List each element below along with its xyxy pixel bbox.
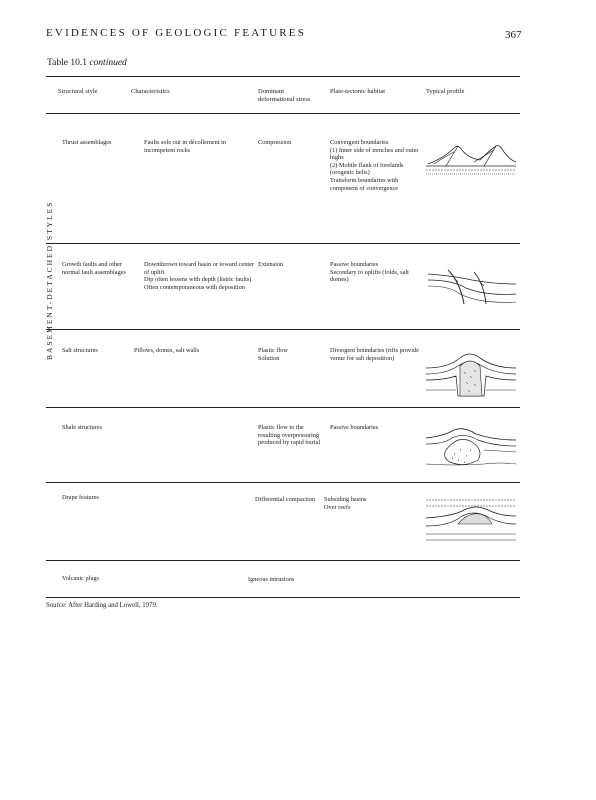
row-3-characteristics: Pillows, domes, salt walls — [134, 347, 200, 354]
thrust-profile-icon — [424, 132, 518, 178]
row-1-characteristics: Faults sole out in décollement in incompetent rocks — [144, 139, 227, 154]
row-divider — [46, 560, 520, 561]
side-label — [45, 200, 57, 360]
row-6-stress: Igneous intrusions — [248, 576, 295, 583]
row-1-habitat: Convergent boundaries (1) Inner side of trenches and outer highs (2) Mobile flank of forelands (orogenic belts) Transform boundaries with component of convergence — [330, 139, 419, 192]
row-divider — [46, 407, 520, 408]
salt-structure-profile-icon — [424, 346, 518, 400]
row-2-habitat: Passive boundaries Secondary to uplifts (folds, salt domes) — [330, 261, 409, 284]
table-title-continued: continued — [89, 58, 127, 68]
row-5-style: Drape features — [62, 494, 99, 501]
row-5-stress: Differential compaction — [255, 496, 316, 503]
table-title-number: Table 10.1 — [47, 58, 87, 68]
row-4-stress: Plastic flow to the resulting overpressuring produced by rapid burial — [258, 424, 321, 447]
table-bottom-rule — [46, 597, 520, 598]
shale-structure-profile-icon — [424, 420, 518, 472]
row-3-stress: Plastic flow Solution — [258, 347, 288, 362]
row-divider — [46, 329, 520, 330]
row-3-style: Salt structures — [62, 347, 98, 354]
running-head: EVIDENCES OF GEOLOGIC FEATURES — [46, 27, 307, 39]
header-plate-tectonic-habitat: Plate-tectonic habitat — [330, 88, 386, 95]
row-4-style: Shale structures — [62, 424, 103, 431]
header-typical-profile: Typical profile — [426, 88, 465, 95]
page-number: 367 — [505, 29, 522, 41]
drape-profile-icon — [424, 494, 518, 546]
row-3-habitat: Divergent boundaries (rifts provide venue for salt deposition) — [330, 347, 419, 362]
side-label-text: BASEMENT-DETACHED STYLES — [45, 200, 54, 360]
header-structural-style: Structural style — [58, 88, 98, 95]
row-5-habitat: Subsiding basins Over reefs — [324, 496, 367, 511]
row-4-habitat: Passive boundaries — [330, 424, 379, 431]
row-2-characteristics: Downthrown toward basin or toward center of uplift Dip often lessens with depth (listric faults) Often contemporaneous with deposition — [144, 261, 254, 291]
source-note: Source: After Harding and Lowell, 1979. — [46, 602, 158, 609]
header-characteristics: Characteristics — [131, 88, 170, 95]
growth-fault-profile-icon — [424, 260, 518, 308]
row-divider — [46, 482, 520, 483]
table-title — [47, 58, 127, 68]
row-2-stress: Extension — [258, 261, 284, 268]
table-top-rule — [46, 76, 520, 77]
header-bottom-rule — [46, 113, 520, 114]
row-2-style: Growth faults and other normal fault assemblages — [62, 261, 126, 276]
row-divider — [46, 243, 520, 244]
row-1-stress: Compression — [258, 139, 292, 146]
row-6-style: Volcanic plugs — [62, 575, 100, 582]
header-dominant-stress: Dominant deformational stress — [258, 88, 311, 103]
row-1-style: Thrust assemblages — [62, 139, 112, 146]
